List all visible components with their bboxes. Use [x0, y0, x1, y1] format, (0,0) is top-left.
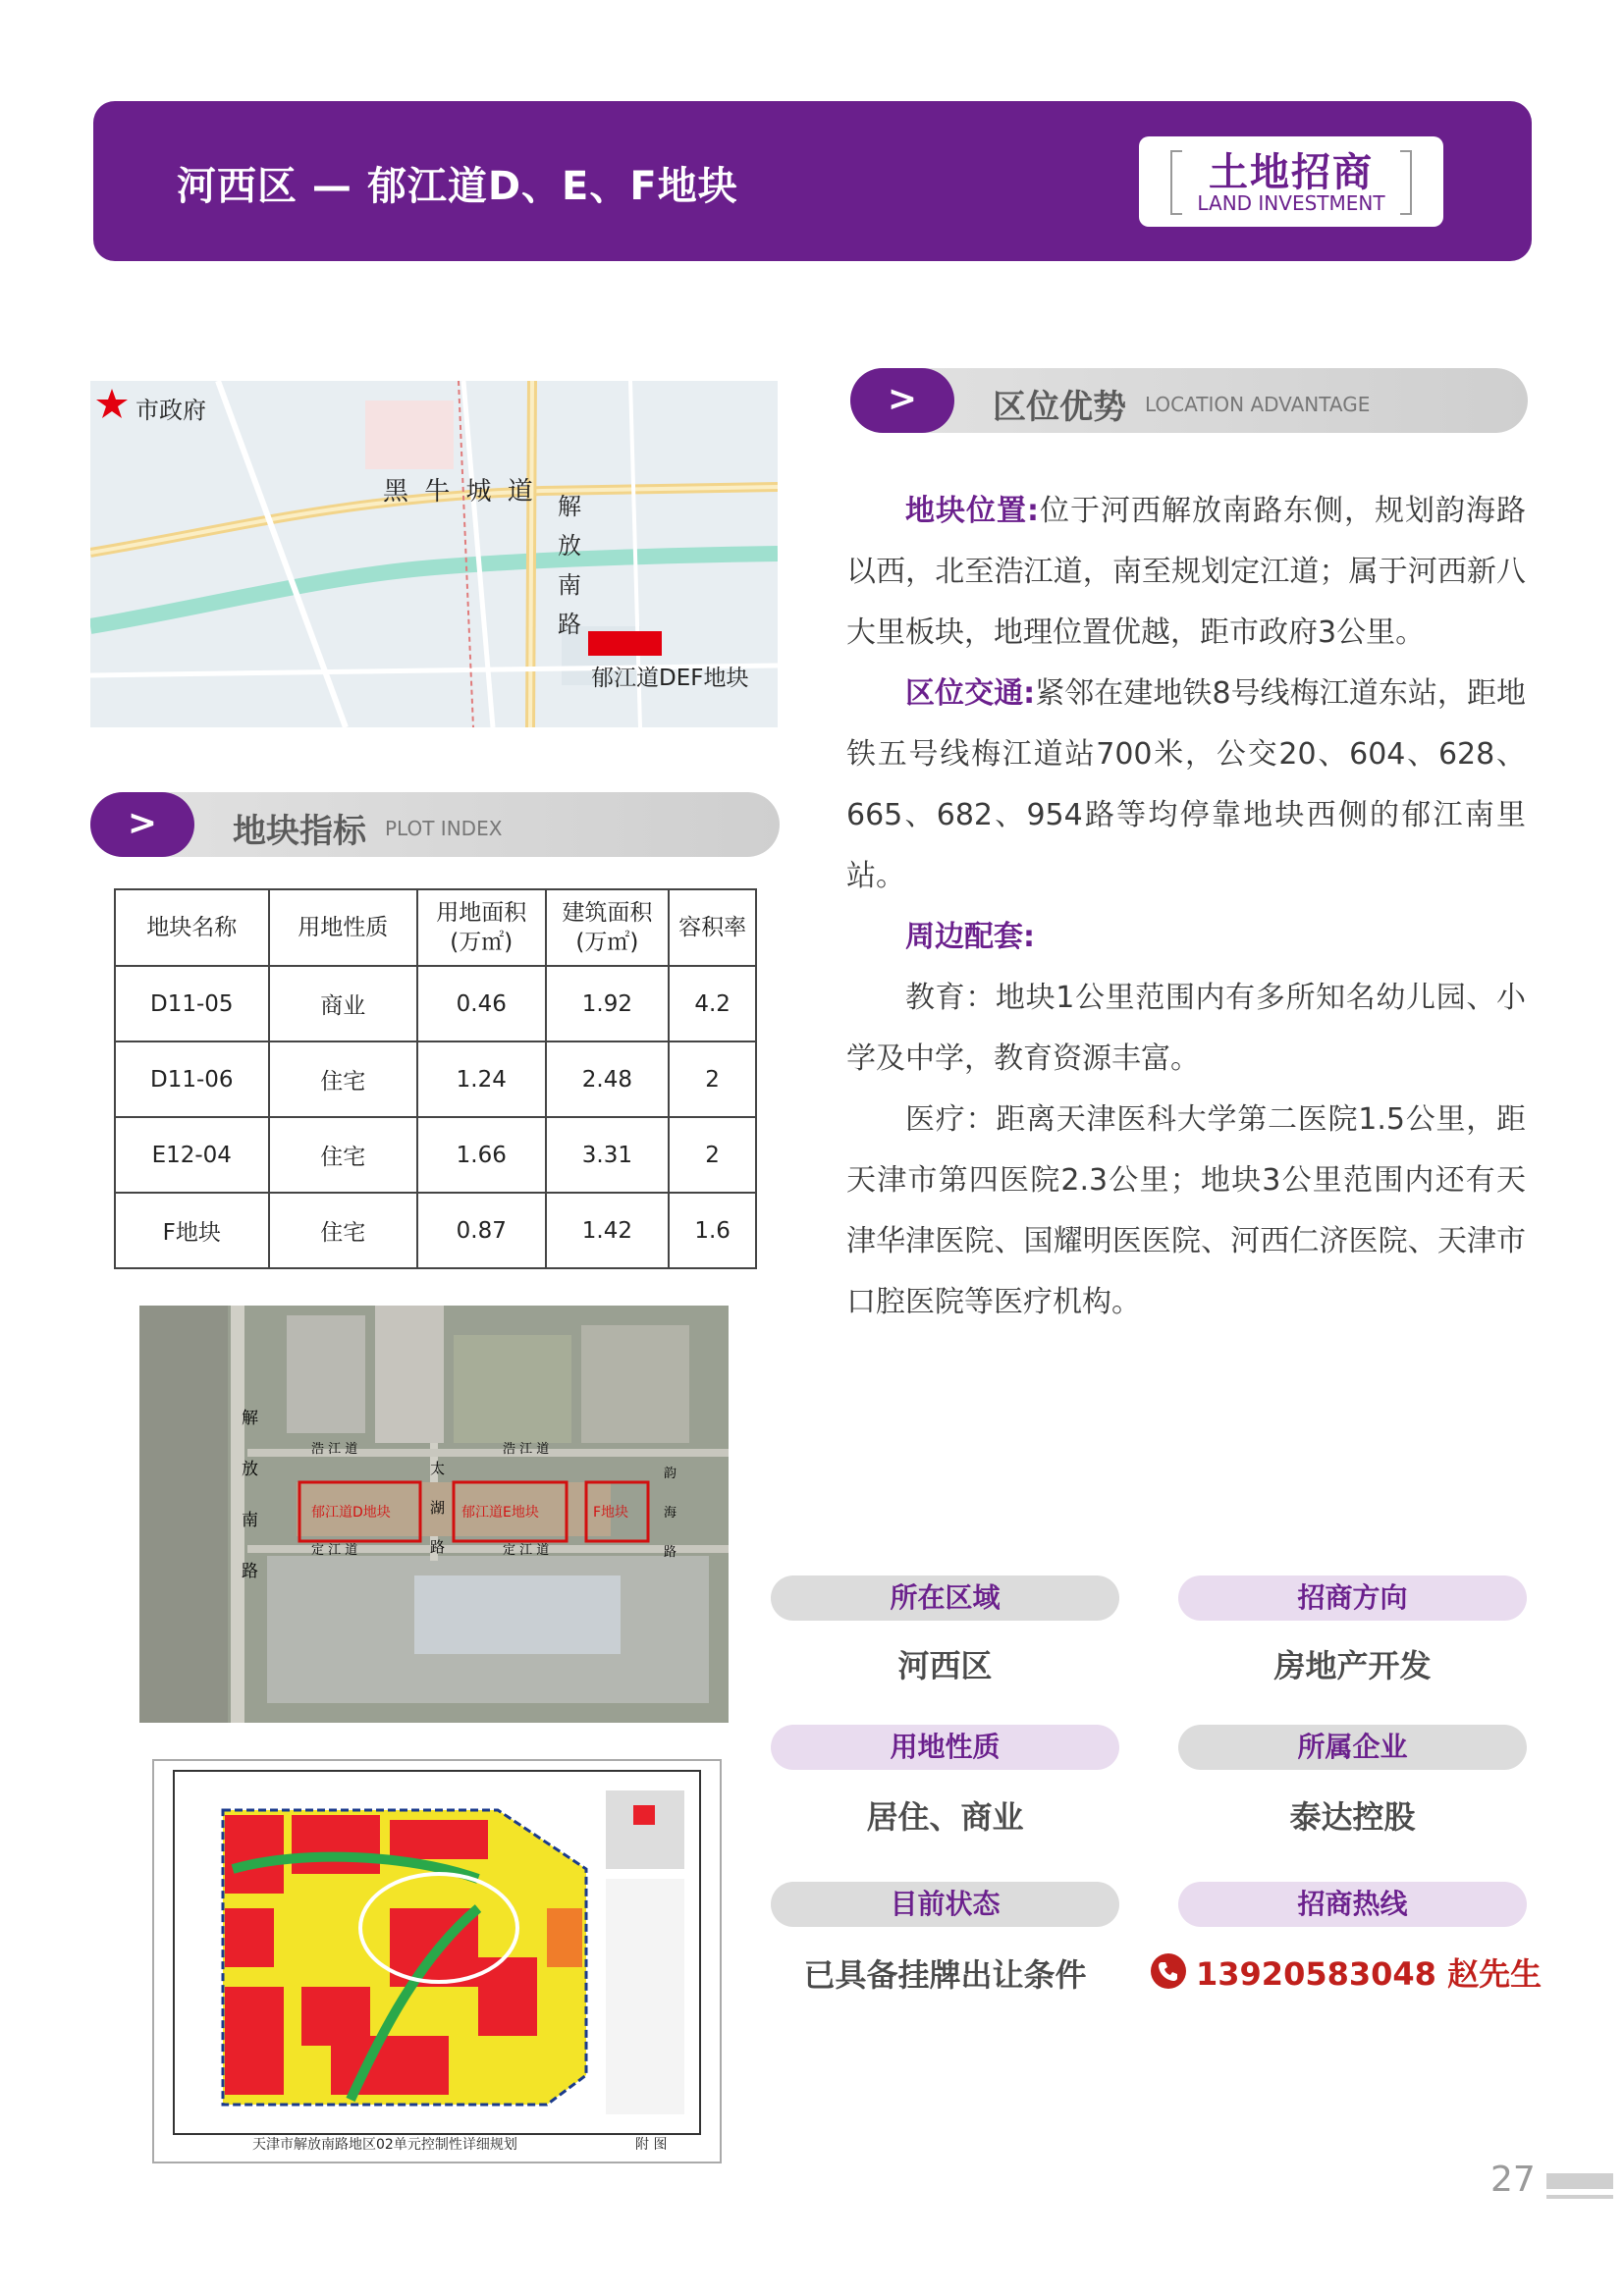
map-road-label-jiefangnan-2: 放 — [558, 532, 581, 560]
column-header-far: 容积率 — [669, 889, 756, 966]
text-site-location: 位于河西解放南路东侧，规划韵海路以西，北至浩江道，南至规划定江道；属于河西新八大里板块，地理位置优越，距市政府3公里。 — [846, 494, 1526, 650]
aerial-road-label-dingjiang: 定 江 道 — [311, 1543, 358, 1558]
land-investment-badge — [1139, 136, 1443, 227]
table-cell: 2 — [669, 1117, 756, 1193]
map-city-hall-label: 市政府 — [135, 397, 206, 424]
table-cell: 0.87 — [417, 1193, 546, 1268]
location-advantage-section-header — [850, 368, 1528, 433]
aerial-road-label-jiefangnan-3: 南 — [242, 1511, 258, 1530]
table-cell: 2.48 — [546, 1041, 670, 1117]
aerial-road-label-yunhai-3: 路 — [664, 1545, 677, 1560]
table-cell: 1.66 — [417, 1117, 546, 1193]
info-label-land-use: 用地性质 — [771, 1725, 1119, 1770]
aerial-road-label-haojiang-2: 浩 江 道 — [503, 1442, 550, 1457]
phone-icon — [1149, 1951, 1188, 1991]
map-road-label-heiniucheng: 黑 牛 城 道 — [383, 477, 537, 507]
info-value-district: 河西区 — [897, 1647, 993, 1684]
plan-caption: 天津市解放南路地区02单元控制性详细规划 — [252, 2137, 517, 2153]
label-transport: 区位交通: — [905, 676, 1036, 711]
map-site-label: 郁江道DEF地块 — [591, 666, 749, 691]
aerial-road-label-jiefangnan-1: 解 — [242, 1409, 258, 1428]
aerial-road-label-taihu-2: 湖 — [430, 1499, 446, 1517]
aerial-road-label-jiefangnan-2: 放 — [242, 1460, 258, 1479]
table-cell: F地块 — [115, 1193, 269, 1268]
info-value-land-use: 居住、商业 — [866, 1798, 1024, 1836]
table-cell: 0.46 — [417, 966, 546, 1041]
info-value-hotline[interactable]: 13920583048 赵先生 — [1196, 1955, 1543, 1993]
paragraph-medical: 医疗：距离天津医科大学第二医院1.5公里，距天津市第四医院2.3公里；地块3公里范围内还有天津华津医院、国耀明医医院、河西仁济医院、天津市口腔医院等医疗机构。 — [846, 1102, 1526, 1319]
star-icon — [94, 387, 130, 422]
location-advantage-text — [846, 481, 1526, 1333]
aerial-road-label-yunhai-2: 海 — [664, 1506, 677, 1521]
table-cell: E12-04 — [115, 1117, 269, 1193]
label-facilities: 周边配套: — [905, 920, 1035, 954]
page-number: 27 — [1490, 2160, 1536, 2200]
table-cell: 商业 — [269, 966, 417, 1041]
chevron-right-icon: > — [850, 368, 954, 433]
location-advantage-subtitle: LOCATION ADVANTAGE — [1145, 393, 1371, 416]
label-site-location: 地块位置: — [905, 494, 1039, 528]
plot-index-table — [114, 888, 757, 1269]
column-header-use: 用地性质 — [269, 889, 417, 966]
paragraph-site-location — [846, 481, 1526, 664]
badge-title: 土地招商 — [1209, 150, 1374, 195]
plan-caption-right: 附 图 — [635, 2137, 668, 2153]
table-row — [115, 1041, 756, 1117]
chevron-right-icon: > — [90, 792, 194, 857]
table-cell: 2 — [669, 1041, 756, 1117]
table-cell: 3.31 — [546, 1117, 670, 1193]
table-cell: 1.6 — [669, 1193, 756, 1268]
table-cell: 住宅 — [269, 1041, 417, 1117]
hotline-row[interactable] — [1149, 1949, 1542, 1993]
aerial-photo — [139, 1306, 729, 1723]
page-number-decor-line — [1546, 2195, 1613, 2199]
table-cell: 住宅 — [269, 1193, 417, 1268]
aerial-road-label-taihu-3: 路 — [430, 1538, 446, 1556]
table-cell: D11-06 — [115, 1041, 269, 1117]
column-header-name: 地块名称 — [115, 889, 269, 966]
table-cell: 1.24 — [417, 1041, 546, 1117]
info-label-company: 所属企业 — [1178, 1725, 1527, 1770]
paragraph-education: 教育：地块1公里范围内有多所知名幼儿园、小学及中学，教育资源丰富。 — [846, 981, 1526, 1076]
location-map — [90, 381, 778, 727]
aerial-road-label-taihu-1: 太 — [430, 1460, 446, 1477]
table-row — [115, 966, 756, 1041]
map-road-label-jiefangnan-4: 路 — [558, 611, 581, 638]
map-road-label-jiefangnan-3: 南 — [558, 571, 581, 599]
plot-index-section-header — [90, 792, 780, 857]
table-cell: D11-05 — [115, 966, 269, 1041]
table-header-row — [115, 889, 756, 966]
aerial-road-label-dingjiang-2: 定 江 道 — [503, 1543, 550, 1558]
aerial-plot-label-d: 郁江道D地块 — [311, 1505, 391, 1521]
table-row — [115, 1193, 756, 1268]
table-cell: 1.42 — [546, 1193, 670, 1268]
page-title: 河西区 — 郁江道D、E、F地块 — [177, 164, 738, 209]
info-label-hotline: 招商热线 — [1178, 1882, 1527, 1927]
column-header-land-area: 用地面积 (万㎡) — [417, 889, 546, 966]
table-row — [115, 1117, 756, 1193]
plot-index-title: 地块指标 — [233, 812, 366, 851]
aerial-plot-label-e: 郁江道E地块 — [461, 1505, 539, 1521]
paragraph-transport — [846, 664, 1526, 907]
info-label-status: 目前状态 — [771, 1882, 1119, 1927]
header-banner — [93, 101, 1532, 261]
info-value-status: 已具备挂牌出让条件 — [803, 1956, 1087, 1994]
table-cell: 4.2 — [669, 966, 756, 1041]
info-label-district: 所在区域 — [771, 1575, 1119, 1621]
table-cell: 住宅 — [269, 1117, 417, 1193]
info-value-company: 泰达控股 — [1289, 1798, 1416, 1836]
regulatory-plan-map — [152, 1759, 722, 2163]
aerial-plot-label-f: F地块 — [593, 1505, 629, 1521]
info-value-direction: 房地产开发 — [1273, 1647, 1432, 1684]
paragraph-facilities-heading — [846, 907, 1526, 968]
badge-subtitle: LAND INVESTMENT — [1197, 191, 1385, 215]
column-header-floor-area: 建筑面积 (万㎡) — [546, 889, 670, 966]
info-label-direction: 招商方向 — [1178, 1575, 1527, 1621]
location-advantage-title: 区位优势 — [993, 388, 1126, 427]
aerial-road-label-haojiang: 浩 江 道 — [311, 1442, 358, 1457]
plot-index-subtitle: PLOT INDEX — [385, 817, 503, 840]
page-number-decor — [1546, 2173, 1613, 2189]
map-road-label-jiefangnan-1: 解 — [558, 493, 581, 520]
aerial-road-label-jiefangnan-4: 路 — [242, 1562, 258, 1581]
aerial-road-label-yunhai-1: 韵 — [664, 1467, 677, 1481]
text-transport: 紧邻在建地铁8号线梅江道东站，距地铁五号线梅江道站700米，公交20、604、628、665、682、954路等均停靠地块西侧的郁江南里站。 — [846, 676, 1526, 893]
table-cell: 1.92 — [546, 966, 670, 1041]
